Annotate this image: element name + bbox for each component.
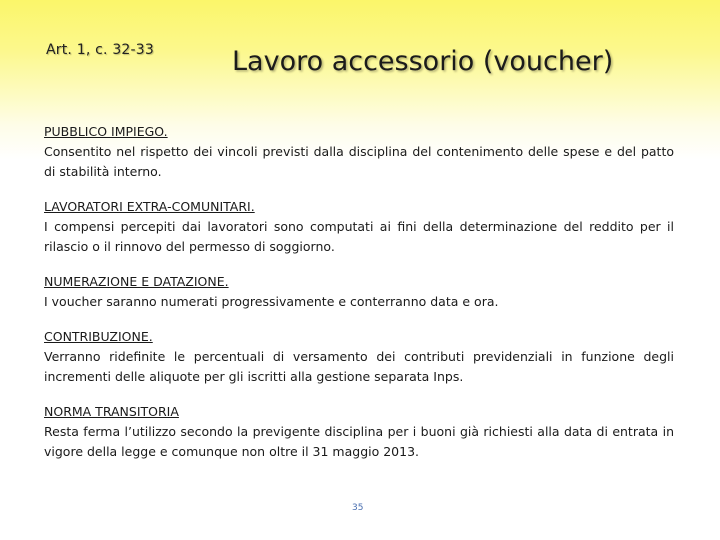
section-heading: PUBBLICO IMPIEGO. xyxy=(44,124,168,139)
section-text: I compensi percepiti dai lavoratori sono computati ai fini della determinazione del reddito per il rilascio o il rinnovo del permesso di soggiorno. xyxy=(44,219,674,254)
slide-title: Lavoro accessorio (voucher) xyxy=(232,46,614,77)
page-number: 35 xyxy=(352,503,364,513)
slide-content xyxy=(44,121,674,476)
section-text: Consentito nel rispetto dei vincoli previsti dalla disciplina del contenimento delle spese e del patto di stabilità interno. xyxy=(44,144,674,179)
section-heading: CONTRIBUZIONE. xyxy=(44,329,153,344)
section-text: Resta ferma l’utilizzo secondo la previgente disciplina per i buoni già richiesti alla data di entrata in vigore della legge e comunque non oltre il 31 maggio 2013. xyxy=(44,424,674,459)
article-reference: Art. 1, c. 32-33 xyxy=(46,42,155,58)
section-contribuzione xyxy=(44,326,674,387)
section-numerazione-datazione xyxy=(44,271,674,312)
section-heading: NORMA TRANSITORIA xyxy=(44,404,179,419)
section-heading: LAVORATORI EXTRA-COMUNITARI. xyxy=(44,199,255,214)
section-norma-transitoria xyxy=(44,401,674,462)
section-heading: NUMERAZIONE E DATAZIONE. xyxy=(44,274,229,289)
section-text: Verranno ridefinite le percentuali di versamento dei contributi previdenziali in funzione degli incrementi delle aliquote per gli iscritti alla gestione separata Inps. xyxy=(44,349,674,384)
section-pubblico-impiego xyxy=(44,121,674,182)
section-text: I voucher saranno numerati progressivamente e conterranno data e ora. xyxy=(44,294,499,309)
section-lavoratori-extra-comunitari xyxy=(44,196,674,257)
